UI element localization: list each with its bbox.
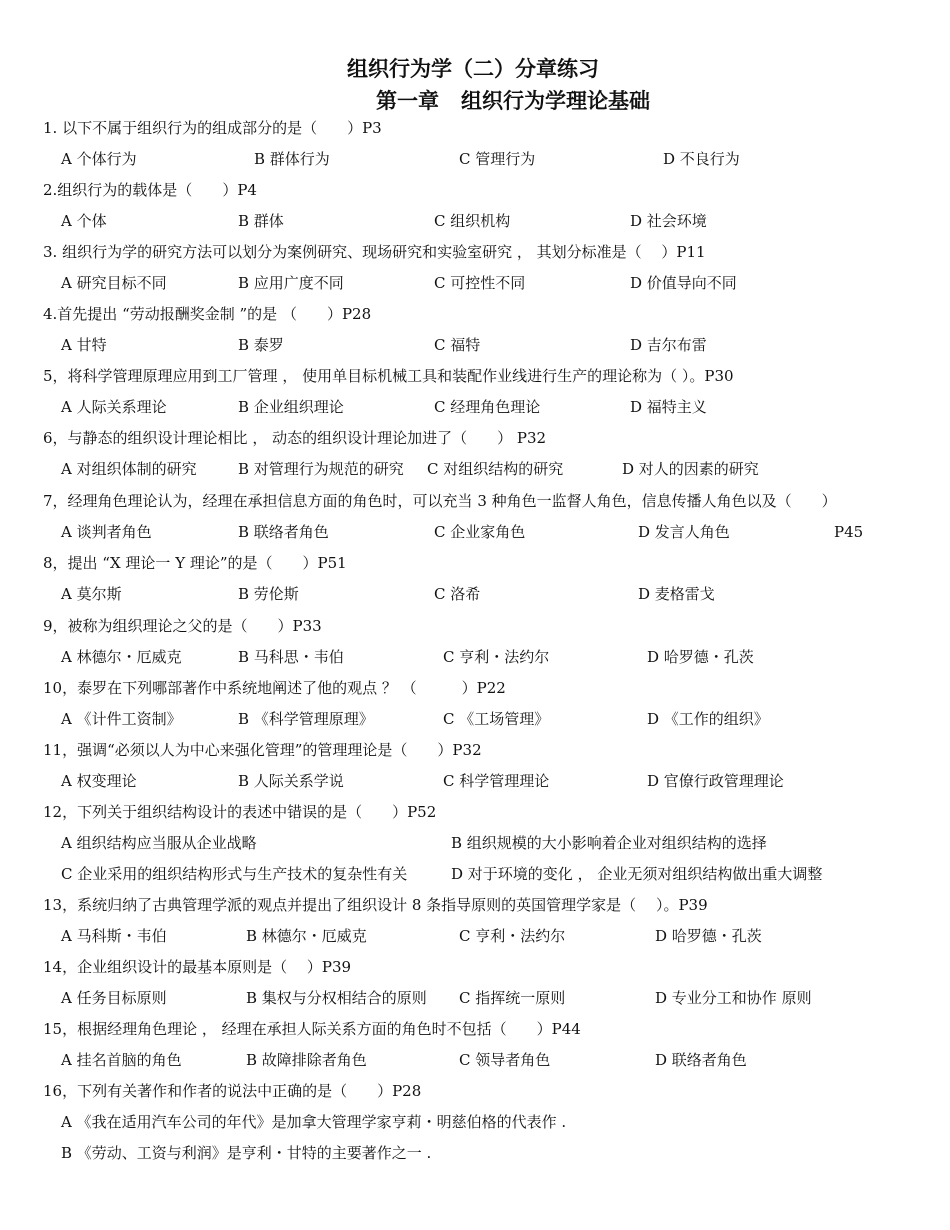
option-a: A 《我在适用汽车公司的年代》是加拿大管理学家亨莉・明慈伯格的代表作 . xyxy=(61,1113,567,1131)
option-b: B 联络者角色 xyxy=(238,523,329,541)
option-d: D 价值导向不同 xyxy=(630,274,737,292)
option-c: C 《工场管理》 xyxy=(443,710,550,728)
option-a: A 组织结构应当服从企业战略 xyxy=(61,834,257,852)
option-b: B 组织规模的大小影响着企业对组织结构的选择 xyxy=(451,834,767,852)
document-title: 组织行为学（二）分章练习 xyxy=(347,57,599,81)
option-a: A 林德尔・厄威克 xyxy=(61,648,182,666)
option-a: A 甘特 xyxy=(61,336,107,354)
option-d: D 社会环境 xyxy=(630,212,707,230)
option-d: D 哈罗德・孔茨 xyxy=(647,648,754,666)
option-d: D 不良行为 xyxy=(663,150,740,168)
option-c: C 福特 xyxy=(434,336,481,354)
option-a: A 莫尔斯 xyxy=(61,585,122,603)
option-d: D 联络者角色 xyxy=(655,1051,747,1069)
option-c: C 领导者角色 xyxy=(459,1051,551,1069)
question-stem: 7，经理角色理论认为，经理在承担信息方面的角色时，可以充当 3 种角色一监督人角色，信息传播人角色以及（ ） xyxy=(43,492,837,510)
question-stem: 12，下列关于组织结构设计的表述中错误的是（ ）P52 xyxy=(43,803,437,821)
option-a: A 个体 xyxy=(61,212,107,230)
option-d: D 吉尔布雷 xyxy=(630,336,707,354)
question-stem: 16，下列有关著作和作者的说法中正确的是（ ）P28 xyxy=(43,1082,422,1100)
option-b: B 应用广度不同 xyxy=(238,274,344,292)
question-stem: 15，根据经理角色理论 ， 经理在承担人际关系方面的角色时不包括（ ）P44 xyxy=(43,1020,581,1038)
option-d: D 《工作的组织》 xyxy=(647,710,769,728)
option-c: C 管理行为 xyxy=(459,150,536,168)
option-d: D 哈罗德・孔茨 xyxy=(655,927,762,945)
option-c: C 亨利・法约尔 xyxy=(443,648,550,666)
option-a: A 《计件工资制》 xyxy=(61,710,182,728)
question-stem: 3. 组织行为学的研究方法可以划分为案例研究、现场研究和实验室研究 ， 其划分标准是（ ）P11 xyxy=(43,243,706,261)
option-b: B 企业组织理论 xyxy=(238,398,344,416)
option-c: C 科学管理理论 xyxy=(443,772,550,790)
option-d: D 发言人角色 xyxy=(638,523,730,541)
question-stem: 4.首先提出 “劳动报酬奖金制 ”的是 （ ）P28 xyxy=(43,305,372,323)
option-a: A 挂名首脑的角色 xyxy=(61,1051,182,1069)
question-stem: 10，泰罗在下列哪部著作中系统地阐述了他的观点 ？ （ ）P22 xyxy=(43,679,506,697)
option-c: C 企业家角色 xyxy=(434,523,526,541)
question-stem: 8，提出 “X 理论一 Y 理论”的是（ ）P51 xyxy=(43,554,347,572)
option-c: C 亨利・法约尔 xyxy=(459,927,566,945)
option-d: D 专业分工和协作 原则 xyxy=(655,989,812,1007)
question-stem: 2.组织行为的载体是（ ）P4 xyxy=(43,181,257,199)
chapter-number: 第一章 xyxy=(376,89,439,113)
option-d: D 对人的因素的研究 xyxy=(622,460,759,478)
option-b: B 集权与分权相结合的原则 xyxy=(246,989,427,1007)
option-a: A 谈判者角色 xyxy=(61,523,152,541)
option-c: C 对组织结构的研究 xyxy=(427,460,564,478)
option-a: A 任务目标原则 xyxy=(61,989,167,1007)
option-c: C 洛希 xyxy=(434,585,481,603)
option-b: B 对管理行为规范的研究 xyxy=(238,460,404,478)
option-b: B 群体行为 xyxy=(254,150,330,168)
question-stem: 5，将科学管理原理应用到工厂管理 ， 使用单目标机械工具和装配作业线进行生产的理论称为（ ）。P30 xyxy=(43,367,734,385)
option-b: B 马科思・韦伯 xyxy=(238,648,344,666)
option-d: D 官僚行政管理理论 xyxy=(647,772,784,790)
option-b: B 《科学管理原理》 xyxy=(238,710,374,728)
option-b: B 劳伦斯 xyxy=(238,585,299,603)
option-c: C 指挥统一原则 xyxy=(459,989,566,1007)
option-c: C 经理角色理论 xyxy=(434,398,541,416)
option-b: B 人际关系学说 xyxy=(238,772,344,790)
page-reference: P45 xyxy=(834,523,864,541)
option-a: A 马科斯・韦伯 xyxy=(61,927,167,945)
option-c: C 企业采用的组织结构形式与生产技术的复杂性有关 xyxy=(61,865,408,883)
question-stem: 1. 以下不属于组织行为的组成部分的是（ ）P3 xyxy=(43,119,382,137)
question-stem: 14，企业组织设计的最基本原则是（ ）P39 xyxy=(43,958,352,976)
option-b: B 林德尔・厄威克 xyxy=(246,927,367,945)
option-b: B 故障排除者角色 xyxy=(246,1051,367,1069)
option-b: B 群体 xyxy=(238,212,284,230)
chapter-heading xyxy=(38,85,950,115)
option-a: A 研究目标不同 xyxy=(61,274,167,292)
option-d: D 对于环境的变化 ， 企业无须对组织结构做出重大调整 xyxy=(451,865,823,883)
question-stem: 6，与静态的组织设计理论相比 ， 动态的组织设计理论加进了（ ） P32 xyxy=(43,429,547,447)
option-c: C 组织机构 xyxy=(434,212,511,230)
option-a: A 人际关系理论 xyxy=(61,398,167,416)
question-stem: 13，系统归纳了古典管理学派的观点并提出了组织设计 8 条指导原则的英国管理学家是（ ）。P39 xyxy=(43,896,708,914)
question-stem: 9，被称为组织理论之父的是（ ）P33 xyxy=(43,617,322,635)
option-b: B 泰罗 xyxy=(238,336,284,354)
option-b: B 《劳动、工资与利润》是亨利・甘特的主要著作之一 . xyxy=(61,1144,432,1162)
option-d: D 福特主义 xyxy=(630,398,707,416)
option-d: D 麦格雷戈 xyxy=(638,585,715,603)
option-a: A 个体行为 xyxy=(61,150,137,168)
option-a: A 权变理论 xyxy=(61,772,137,790)
option-c: C 可控性不同 xyxy=(434,274,526,292)
chapter-name: 组织行为学理论基础 xyxy=(461,89,650,113)
option-a: A 对组织体制的研究 xyxy=(61,460,197,478)
question-stem: 11，强调“必须以人为中心来强化管理”的管理理论是（ ）P32 xyxy=(43,741,482,759)
